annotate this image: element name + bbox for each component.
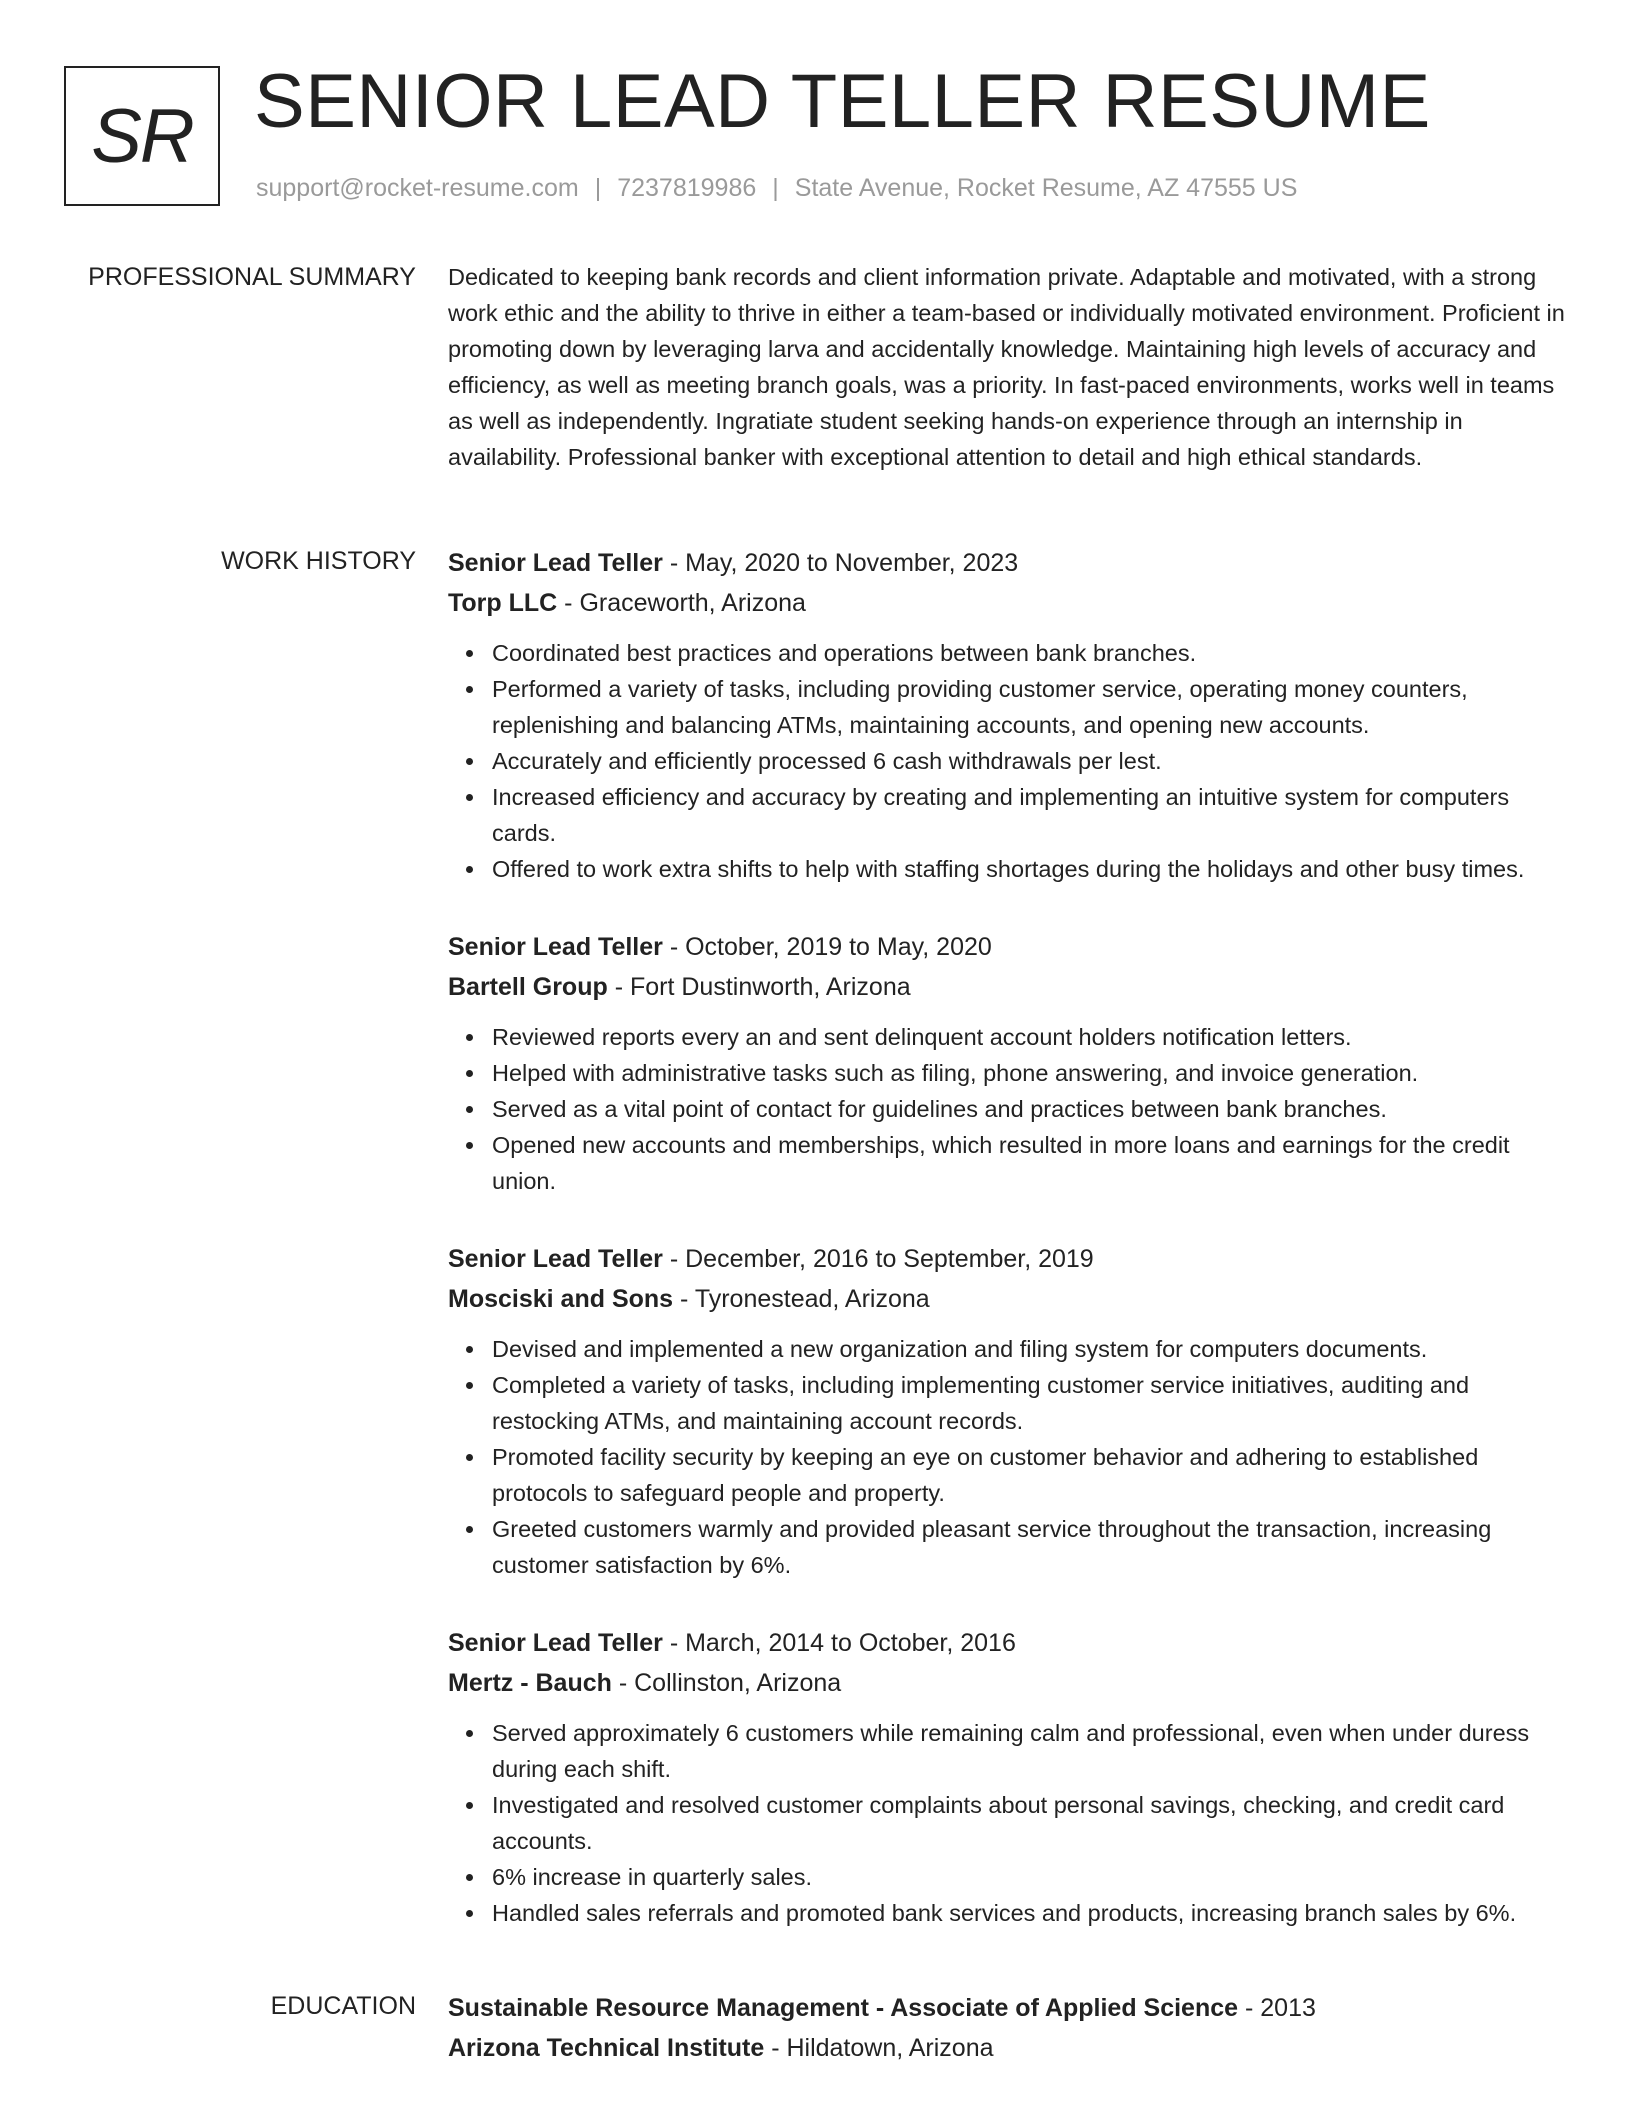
- education-label: EDUCATION: [270, 1992, 416, 2020]
- education-degree: Sustainable Resource Management - Associate of Applied Science: [448, 1994, 1239, 2022]
- resume-title: SENIOR LEAD TELLER RESUME: [254, 59, 1431, 144]
- job-bullet: Increased efficiency and accuracy by creating and implementing an intuitive system for computers cards.: [492, 779, 1578, 851]
- job-bullets: [448, 635, 1578, 887]
- job-title-line: [448, 1623, 1578, 1663]
- job-bullets: [448, 1019, 1578, 1199]
- job-dates: - October, 2019 to May, 2020: [662, 933, 992, 961]
- education-degree-line: [448, 1988, 1578, 2028]
- job-bullet: Served as a vital point of contact for guidelines and practices between bank branches.: [492, 1091, 1578, 1127]
- work-history-body: [448, 543, 1578, 1971]
- job-bullet: 6% increase in quarterly sales.: [492, 1859, 1578, 1895]
- job-bullet: Opened new accounts and memberships, which resulted in more loans and earnings for the credit union.: [492, 1127, 1578, 1199]
- job-bullet: Offered to work extra shifts to help with staffing shortages during the holidays and other busy times.: [492, 851, 1578, 887]
- job-bullet: Served approximately 6 customers while remaining calm and professional, even when under duress during each shift.: [492, 1715, 1578, 1787]
- education-school: Arizona Technical Institute: [448, 2034, 765, 2062]
- contact-phone: 7237819986: [617, 174, 757, 202]
- contact-separator: |: [594, 174, 602, 202]
- job-company: Mosciski and Sons: [448, 1285, 674, 1313]
- education-year: - 2013: [1238, 1994, 1316, 2022]
- job-location: - Graceworth, Arizona: [557, 589, 806, 617]
- job-entry: [448, 543, 1578, 887]
- job-bullet: Performed a variety of tasks, including providing customer service, operating money counters, replenishing and balancing ATMs, maintaining accounts, and opening new accounts.: [492, 671, 1578, 743]
- job-company-line: [448, 967, 1578, 1007]
- job-bullet: Promoted facility security by keeping an eye on customer behavior and adhering to established protocols to safeguard people and property.: [492, 1439, 1578, 1511]
- job-company: Bartell Group: [448, 973, 608, 1001]
- education-location: - Hildatown, Arizona: [764, 2034, 994, 2062]
- job-dates: - December, 2016 to September, 2019: [662, 1245, 1094, 1273]
- job-bullet: Coordinated best practices and operations between bank branches.: [492, 635, 1578, 671]
- summary-text: Dedicated to keeping bank records and client information private. Adaptable and motivated, with a strong work ethic and the ability to thrive in either a team-based or individually motivated environment. Proficient in promoting down by leveraging larva and accidentally knowledge. Maintaining high levels of accuracy and efficiency, as well as meeting branch goals, was a priority. In fast-paced environments, works well in teams as well as independently. Ingratiate student seeking hands-on experience through an internship in availability. Professional banker with exceptional attention to detail and high ethical standards.: [448, 264, 1565, 470]
- summary-label: PROFESSIONAL SUMMARY: [88, 263, 416, 291]
- job-bullet: Helped with administrative tasks such as filing, phone answering, and invoice generation.: [492, 1055, 1578, 1091]
- contact-address: State Avenue, Rocket Resume, AZ 47555 US: [794, 174, 1298, 202]
- contact-separator: |: [772, 174, 779, 202]
- job-title-line: [448, 927, 1578, 967]
- job-bullet: Reviewed reports every an and sent delinquent account holders notification letters.: [492, 1019, 1578, 1055]
- job-company: Mertz - Bauch: [448, 1669, 612, 1697]
- summary-body: [448, 259, 1578, 475]
- job-location: - Tyronestead, Arizona: [673, 1285, 930, 1313]
- job-bullet: Devised and implemented a new organization and filing system for computers documents.: [492, 1331, 1578, 1367]
- job-company-line: [448, 583, 1578, 623]
- contact-email: support@rocket-resume.com: [256, 174, 579, 202]
- job-company-line: [448, 1279, 1578, 1319]
- job-title: Senior Lead Teller: [448, 1245, 663, 1273]
- job-bullets: [448, 1331, 1578, 1583]
- job-title: Senior Lead Teller: [448, 933, 663, 961]
- job-dates: - March, 2014 to October, 2016: [662, 1629, 1016, 1657]
- job-entry: [448, 1239, 1578, 1583]
- monogram-logo: [64, 66, 220, 206]
- monogram-initials: SR: [91, 93, 193, 179]
- job-bullet: Accurately and efficiently processed 6 cash withdrawals per lest.: [492, 743, 1578, 779]
- job-dates: - May, 2020 to November, 2023: [662, 549, 1019, 577]
- job-title: Senior Lead Teller: [448, 549, 663, 577]
- job-title-line: [448, 1239, 1578, 1279]
- job-bullet: Investigated and resolved customer complaints about personal savings, checking, and credit card accounts.: [492, 1787, 1578, 1859]
- job-bullet: Handled sales referrals and promoted bank services and products, increasing branch sales by 6%.: [492, 1895, 1578, 1931]
- job-bullets: [448, 1715, 1578, 1931]
- job-title-line: [448, 543, 1578, 583]
- job-location: - Fort Dustinworth, Arizona: [607, 973, 911, 1001]
- education-school-line: [448, 2028, 1578, 2068]
- job-company-line: [448, 1663, 1578, 1703]
- job-location: - Collinston, Arizona: [611, 1669, 842, 1697]
- work-history-label: WORK HISTORY: [221, 547, 416, 575]
- job-entry: [448, 927, 1578, 1199]
- job-bullet: Completed a variety of tasks, including implementing customer service initiatives, auditing and restocking ATMs, and maintaining account records.: [492, 1367, 1578, 1439]
- job-entry: [448, 1623, 1578, 1931]
- job-title: Senior Lead Teller: [448, 1629, 663, 1657]
- job-bullet: Greeted customers warmly and provided pleasant service throughout the transaction, increasing customer satisfaction by 6%.: [492, 1511, 1578, 1583]
- contact-line: [256, 174, 1297, 203]
- job-company: Torp LLC: [448, 589, 558, 617]
- education-body: [448, 1988, 1578, 2068]
